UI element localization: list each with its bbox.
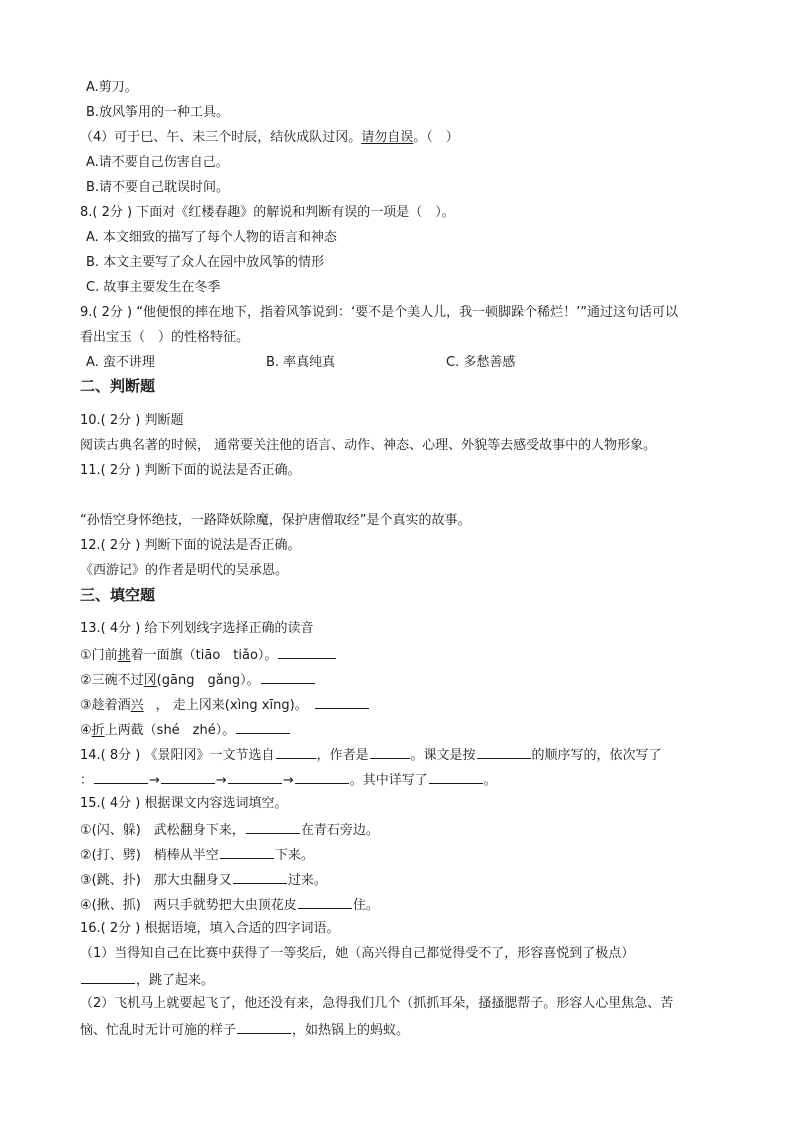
q15-item-4-post: 住。	[352, 898, 379, 913]
q12-body: 《西游记》的作者是明代的吴承恩。	[80, 563, 289, 578]
q16-sub1-tail: ，跳了起来。	[136, 973, 215, 988]
q15-item-4	[80, 895, 734, 915]
q14-blank-detail[interactable]	[429, 770, 483, 784]
q14-text-a: 14.( 8分 ) 《景阳冈》一文节选自	[80, 748, 275, 763]
q14-blank-step-4[interactable]	[295, 770, 349, 784]
q15-item-4-pre: ④(揪、抓) 两只手就势把大虫顶花皮	[80, 898, 297, 913]
q15-item-1-blank[interactable]	[246, 820, 300, 834]
q8-option-a: A. 本文细致的描写了每个人物的语言和神态	[86, 230, 337, 245]
q7-option-b: B.放风筝用的一种工具。	[86, 105, 230, 120]
q8-option-c: C. 故事主要发生在冬季	[86, 280, 221, 295]
arrow-icon: →	[282, 773, 294, 788]
q14-text-detail: 。其中详写了	[349, 773, 428, 788]
q15-item-2-post: 下来。	[274, 848, 314, 863]
q9-option-b: B. 率真纯真	[266, 355, 336, 370]
q13-item-3-blank[interactable]	[315, 695, 369, 709]
q13-stem: 13.( 4分 ) 给下列划线字选择正确的读音	[80, 621, 314, 636]
q14-period: 。	[483, 773, 497, 788]
q14-blank-step-3[interactable]	[228, 770, 282, 784]
q13-item-2-underlined: 冈	[143, 673, 157, 688]
q13-item-4-pre: ④	[80, 723, 92, 738]
q16-sub2-line1: （2）飞机马上就要起飞了，他还没有来，急得我们几个（抓抓耳朵，搔搔腮帮子。形容人心里焦急、苦	[80, 996, 674, 1011]
q16-sub1-line1: （1）当得知自己在比赛中获得了一等奖后，她（高兴得自己都觉得受不了，形容喜悦到了极点）	[80, 946, 635, 961]
q13-item-2-post: (gāng gǎng）。	[156, 673, 260, 688]
q11-stem: 11.( 2分 ) 判断下面的说法是否正确。	[80, 463, 301, 478]
q13-item-3-post: ， 走上冈来(xìng xīng)。	[155, 698, 308, 713]
q14-text-d: 的顺序写的，依次写了	[531, 748, 662, 763]
q7-sub4-tail: 。（ ）	[413, 130, 459, 145]
q16-sub1-blank[interactable]	[81, 970, 135, 984]
q15-item-3	[80, 870, 734, 890]
q13-item-1	[80, 645, 734, 665]
q16-stem: 16.( 2分 ) 根据语境，填入合适的四字词语。	[80, 921, 340, 936]
q16-sub2-tail: ，如热锅上的蚂蚁。	[292, 1023, 410, 1038]
q13-item-1-post: 着一面旗（tiāo tiǎo）。	[130, 648, 278, 663]
q7-option-a: A.剪刀。	[86, 80, 138, 95]
q13-item-4-blank[interactable]	[236, 720, 290, 734]
q13-item-1-underlined: 挑	[117, 648, 131, 663]
q15-item-2	[80, 845, 734, 865]
q14-blank-author[interactable]	[370, 745, 410, 759]
q9-stem-line2: 看出宝玉（ ）的性格特征。	[80, 330, 250, 345]
q13-item-3-pre: ③趁着酒	[80, 698, 131, 713]
q10-stem: 10.( 2分 ) 判断题	[80, 413, 184, 428]
q9-option-a: A. 蛮不讲理	[86, 355, 155, 370]
q15-stem: 15.( 4分 ) 根据课文内容选词填空。	[80, 796, 288, 811]
q13-item-4	[80, 720, 734, 740]
q8-stem: 8.( 2分 ) 下面对《红楼春趣》的解说和判断有误的一项是（ ）。	[80, 205, 455, 220]
q13-item-2-blank[interactable]	[261, 670, 315, 684]
q15-item-2-pre: ②(打、劈) 梢棒从半空	[80, 848, 219, 863]
q7-sub4-option-b: B.请不要自己耽误时间。	[86, 180, 230, 195]
q16-sub2-line2	[80, 1020, 734, 1040]
q16-sub2-pre: 恼、忙乱时无计可施的样子	[80, 1023, 237, 1038]
section-2-title: 二、判断题	[80, 377, 156, 395]
q15-item-1-post: 在青石旁边。	[300, 823, 379, 838]
q12-stem: 12.( 2分 ) 判断下面的说法是否正确。	[80, 538, 301, 553]
q13-item-2	[80, 670, 734, 690]
q13-item-1-pre: ①门前	[80, 648, 118, 663]
q14-text-b: ，作者是	[316, 748, 369, 763]
q7-sub4-underlined: 请勿自误	[361, 130, 414, 145]
q13-item-1-blank[interactable]	[278, 645, 336, 659]
q13-item-2-pre: ②三碗不过	[80, 673, 144, 688]
q9-option-c: C. 多愁善感	[446, 355, 516, 370]
q14-colon: ：	[80, 773, 94, 788]
q15-item-3-post: 过来。	[287, 873, 327, 888]
q14-text-c: 。课文是按	[410, 748, 476, 763]
q14-blank-step-1[interactable]	[94, 770, 148, 784]
q14-line-2	[80, 770, 734, 790]
q15-item-3-blank[interactable]	[233, 870, 287, 884]
q13-item-3-underlined: 兴	[130, 698, 144, 713]
q11-body: “孙悟空身怀绝技，一路降妖除魔，保护唐僧取经”是个真实的故事。	[80, 513, 471, 528]
q16-sub1-line2	[80, 970, 734, 990]
q13-item-4-post: 上两截（shé zhé）。	[104, 723, 236, 738]
q10-body: 阅读古典名著的时候， 通常要关注他的语言、动作、神态、心理、外貌等去感受故事中的人物形象。	[80, 438, 657, 453]
q15-item-3-pre: ③(跳、扑) 那大虫翻身又	[80, 873, 232, 888]
q16-sub2-blank[interactable]	[237, 1020, 291, 1034]
q14-blank-step-2[interactable]	[161, 770, 215, 784]
arrow-icon: →	[215, 773, 227, 788]
q7-sub4-text: （4）可于巳、午、未三个时辰，结伙成队过冈。	[80, 130, 362, 145]
q13-item-4-underlined: 折	[91, 723, 105, 738]
q13-item-3	[80, 695, 734, 715]
q14-line-1	[80, 745, 734, 765]
q7-sub4-stem	[80, 129, 734, 147]
q15-item-2-blank[interactable]	[220, 845, 274, 859]
q14-blank-order[interactable]	[477, 745, 531, 759]
q7-sub4-option-a: A.请不要自己伤害自己。	[86, 155, 229, 170]
q8-option-b: B. 本文主要写了众人在园中放风筝的情形	[86, 255, 325, 270]
q15-item-4-blank[interactable]	[298, 895, 352, 909]
q15-item-1	[80, 820, 734, 840]
arrow-icon: →	[149, 773, 160, 788]
q14-blank-source[interactable]	[276, 745, 316, 759]
q9-stem-line1: 9.( 2分 ) “他便恨的摔在地下，指着风筝说到：‘要不是个美人儿，我一顿脚跺个稀烂！’”通过这句话可以	[80, 305, 678, 320]
q15-item-1-pre: ①(闪、躲) 武松翻身下来，	[80, 823, 245, 838]
section-3-title: 三、填空题	[80, 586, 156, 604]
